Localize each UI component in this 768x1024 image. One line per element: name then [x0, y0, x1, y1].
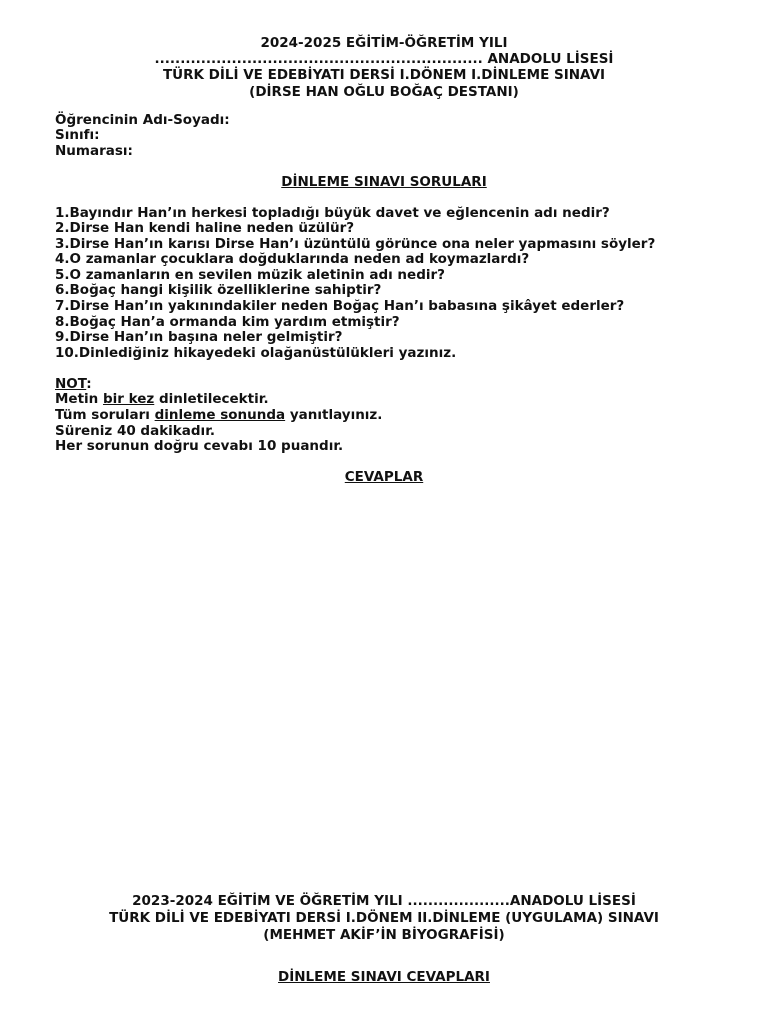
question-item: 4.O zamanlar çocuklara doğduklarında neden ad koymazlardı? — [55, 251, 530, 267]
note-line-1-emphasis: bir kez — [102, 391, 155, 407]
question-item: 8.Boğaç Han’a ormanda kim yardım etmiştir? — [55, 314, 400, 330]
question-item: 3.Dirse Han’ın karısı Dirse Han’ı üzüntülü görünce ona neler yapmasını söyler? — [55, 236, 656, 252]
student-name-label: Öğrencinin Adı-Soyadı: — [55, 112, 230, 128]
note-line-1-post: dinletilecektir. — [154, 391, 269, 407]
note-colon: : — [86, 376, 92, 392]
question-item: 9.Dirse Han’ın başına neler gelmiştir? — [55, 329, 343, 345]
header-year-line: 2024-2025 EĞİTİM-ÖĞRETİM YILI — [260, 35, 508, 51]
question-item: 5.O zamanların en sevilen müzik aletinin adı nedir? — [55, 267, 445, 283]
footer-exam-line: TÜRK DİLİ VE EDEBİYATI DERSİ I.DÖNEM II.DİNLEME (UYGULAMA) SINAVI — [109, 910, 659, 926]
answers-title: CEVAPLAR — [344, 469, 424, 485]
note-line-2-pre: Tüm soruları — [55, 407, 155, 423]
header-school-line: ................................................................ ANADOLU LİSESİ — [154, 51, 614, 67]
note-line-1-pre: Metin — [55, 391, 103, 407]
note-line-1 — [55, 391, 269, 407]
note-line-2-emphasis: dinleme sonunda — [154, 407, 286, 423]
note-heading — [55, 376, 92, 392]
question-item: 1.Bayındır Han’ın herkesi topladığı büyük davet ve eğlencenin adı nedir? — [55, 205, 610, 221]
footer-topic-line: (MEHMET AKİF’İN BİYOGRAFİSİ) — [263, 927, 505, 943]
question-item: 6.Boğaç hangi kişilik özelliklerine sahiptir? — [55, 282, 382, 298]
note-line-3: Süreniz 40 dakikadır. — [55, 423, 216, 439]
question-item: 7.Dirse Han’ın yakınındakiler neden Boğaç Han’ı babasına şikâyet ederler? — [55, 298, 625, 314]
questions-title: DİNLEME SINAVI SORULARI — [281, 174, 487, 190]
note-line-2 — [55, 407, 382, 423]
footer-answers-title: DİNLEME SINAVI CEVAPLARI — [278, 969, 490, 985]
student-class-label: Sınıfı: — [55, 127, 100, 143]
header-exam-line: TÜRK DİLİ VE EDEBİYATI DERSİ I.DÖNEM I.DİNLEME SINAVI — [162, 67, 606, 83]
question-item: 10.Dinlediğiniz hikayedeki olağanüstülükleri yazınız. — [55, 345, 457, 361]
note-label: NOT — [55, 376, 87, 392]
note-line-4: Her sorunun doğru cevabı 10 puandır. — [55, 438, 344, 454]
note-line-2-post: yanıtlayınız. — [285, 407, 383, 423]
student-number-label: Numarası: — [55, 143, 133, 159]
question-item: 2.Dirse Han kendi haline neden üzülür? — [55, 220, 355, 236]
footer-year-line: 2023-2024 EĞİTİM VE ÖĞRETİM YILI ....................ANADOLU LİSESİ — [132, 893, 636, 909]
header-topic-line: (DİRSE HAN OĞLU BOĞAÇ DESTANI) — [249, 84, 519, 100]
